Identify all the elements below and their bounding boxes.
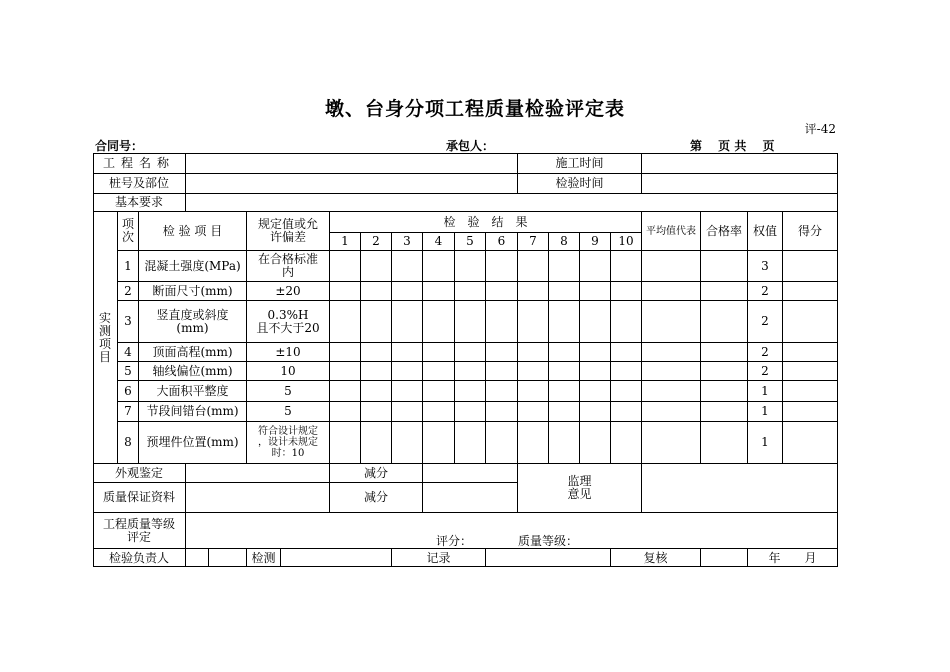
result-col-5: 5 (466, 234, 474, 248)
construction-time-field[interactable] (642, 153, 837, 173)
result-col-3: 3 (403, 234, 411, 248)
result-cell[interactable] (392, 422, 422, 462)
result-cell[interactable] (611, 251, 641, 281)
result-cell[interactable] (486, 282, 517, 300)
result-cell[interactable] (455, 362, 485, 380)
score-cell[interactable] (783, 422, 837, 462)
result-col-6: 6 (497, 234, 506, 248)
result-cell[interactable] (330, 381, 360, 401)
col-pass-rate-header: 合格率 (705, 223, 742, 238)
result-cell[interactable] (580, 381, 610, 401)
result-col-4: 4 (434, 234, 443, 248)
tester-label: 检测 (251, 550, 276, 565)
row-item: 顶面高程(mm) (152, 344, 233, 359)
result-cell[interactable] (423, 301, 454, 342)
row-weight: 2 (761, 363, 769, 378)
page-number-label: 第 页 共 页 (690, 139, 775, 153)
result-cell[interactable] (455, 381, 485, 401)
row-item: 大面积平整度 (156, 383, 229, 398)
result-cell[interactable] (611, 402, 641, 421)
row-weight: 2 (761, 283, 769, 298)
result-cell[interactable] (518, 343, 548, 361)
inspection-time-field[interactable] (642, 174, 837, 193)
result-cell[interactable] (392, 251, 422, 281)
result-cell[interactable] (361, 422, 391, 462)
pass-rate-cell[interactable] (701, 362, 747, 380)
row-item: 断面尺寸(mm) (152, 283, 233, 298)
result-cell[interactable] (361, 251, 391, 281)
result-cell[interactable] (611, 301, 641, 342)
row-spec: 符合设计规定 ，设计未规定 时：10 (258, 425, 318, 459)
average-cell[interactable] (642, 343, 700, 361)
result-cell[interactable] (330, 282, 360, 300)
result-cell[interactable] (580, 422, 610, 462)
result-cell[interactable] (580, 402, 610, 421)
average-cell[interactable] (642, 422, 700, 462)
result-cell[interactable] (330, 422, 360, 462)
row-item: 竖直度或斜度 (mm) (156, 307, 229, 335)
row-index: 2 (124, 283, 132, 298)
result-cell[interactable] (486, 362, 517, 380)
result-cell[interactable] (455, 251, 485, 281)
project-name-field[interactable] (186, 153, 517, 173)
station-label: 桩号及部位 (108, 176, 169, 190)
row-weight: 1 (761, 434, 769, 449)
result-cell[interactable] (423, 402, 454, 421)
result-cell[interactable] (486, 343, 517, 361)
result-cell[interactable] (549, 362, 579, 380)
result-cell[interactable] (611, 362, 641, 380)
col-weight-header: 权值 (752, 223, 777, 238)
quality-grade-label: 质量等级： (518, 534, 579, 548)
result-cell[interactable] (330, 362, 360, 380)
col-item-header: 检 验 项 目 (162, 223, 223, 238)
result-cell[interactable] (361, 282, 391, 300)
result-cell[interactable] (423, 251, 454, 281)
form-code: 评-42 (804, 122, 836, 136)
pass-rate-cell[interactable] (701, 381, 747, 401)
pass-rate-cell[interactable] (701, 402, 747, 421)
row-index: 6 (124, 383, 132, 398)
inspection-table (93, 153, 838, 567)
result-cell[interactable] (330, 251, 360, 281)
result-cell[interactable] (423, 381, 454, 401)
result-cell[interactable] (455, 343, 485, 361)
result-cell[interactable] (611, 282, 641, 300)
section-label: 实 测 项 目 (98, 310, 111, 364)
quality-docs-deduct-label: 减分 (363, 490, 388, 504)
result-cell[interactable] (486, 402, 517, 421)
result-cell[interactable] (549, 301, 579, 342)
average-cell[interactable] (642, 381, 700, 401)
result-col-1: 1 (341, 234, 349, 248)
average-cell[interactable] (642, 402, 700, 421)
quality-docs-deduct-field[interactable] (423, 483, 517, 512)
result-cell[interactable] (549, 251, 579, 281)
score-cell[interactable] (783, 301, 837, 342)
contractor-label: 承包人： (446, 139, 495, 153)
score-cell[interactable] (783, 381, 837, 401)
result-cell[interactable] (486, 251, 517, 281)
result-cell[interactable] (580, 251, 610, 281)
result-cell[interactable] (361, 362, 391, 380)
result-cell[interactable] (549, 343, 579, 361)
result-cell[interactable] (580, 343, 610, 361)
result-cell[interactable] (518, 251, 548, 281)
appearance-deduct-field[interactable] (423, 464, 517, 482)
result-cell[interactable] (392, 402, 422, 421)
result-cell[interactable] (423, 362, 454, 380)
result-cell[interactable] (518, 381, 548, 401)
row-index: 7 (124, 404, 132, 418)
row-index: 1 (124, 258, 132, 273)
result-cell[interactable] (423, 282, 454, 300)
appearance-label: 外观鉴定 (114, 465, 163, 480)
row-weight: 2 (761, 344, 769, 359)
result-cell[interactable] (330, 402, 360, 421)
score-cell[interactable] (783, 282, 837, 300)
project-name-label: 工程名称 (102, 155, 175, 170)
result-cell[interactable] (455, 301, 485, 342)
page-title: 墩、台身分项工程质量检验评定表 (324, 98, 625, 120)
pass-rate-cell[interactable] (701, 301, 747, 342)
result-cell[interactable] (518, 282, 548, 300)
row-item: 节段间错台(mm) (146, 404, 239, 418)
result-cell[interactable] (518, 422, 548, 462)
inspector-label: 检验负责人 (108, 550, 169, 565)
result-cell[interactable] (392, 362, 422, 380)
row-spec: 5 (284, 383, 292, 398)
contract-no-label: 合同号： (95, 139, 144, 153)
result-cell[interactable] (361, 301, 391, 342)
basic-requirements-label: 基本要求 (114, 195, 163, 209)
result-cell[interactable] (392, 343, 422, 361)
result-cell[interactable] (486, 381, 517, 401)
result-cell[interactable] (455, 402, 485, 421)
score-cell[interactable] (783, 362, 837, 380)
station-field[interactable] (186, 174, 517, 193)
row-index: 8 (124, 434, 132, 449)
result-cell[interactable] (330, 301, 360, 342)
result-cell[interactable] (518, 362, 548, 380)
construction-time-label: 施工时间 (555, 155, 604, 170)
row-spec: 0.3%H 且不大于20 (256, 307, 320, 335)
result-cell[interactable] (392, 301, 422, 342)
row-item: 混凝土强度(MPa) (144, 258, 241, 273)
result-col-10: 10 (618, 234, 634, 248)
pass-rate-cell[interactable] (701, 251, 747, 281)
result-cell[interactable] (580, 301, 610, 342)
row-weight: 1 (761, 404, 769, 418)
result-cell[interactable] (611, 343, 641, 361)
result-cell[interactable] (330, 343, 360, 361)
average-cell[interactable] (642, 251, 700, 281)
row-weight: 1 (761, 383, 769, 398)
inspection-time-label: 检验时间 (555, 176, 604, 190)
pass-rate-cell[interactable] (701, 343, 747, 361)
row-spec: ±20 (275, 283, 301, 298)
col-spec-header: 规定值或允 许偏差 (257, 217, 318, 244)
row-spec: 在合格标准 内 (257, 252, 318, 279)
col-index-header: 项 次 (121, 217, 134, 244)
result-cell[interactable] (455, 282, 485, 300)
score-label: 评分： (436, 534, 473, 548)
score-cell[interactable] (783, 402, 837, 421)
result-cell[interactable] (361, 402, 391, 421)
col-average-header: 平均值代表 (646, 225, 696, 237)
row-index: 5 (124, 363, 132, 378)
row-spec: 10 (280, 363, 296, 378)
supervisor-opinion-field[interactable] (642, 464, 837, 512)
result-cell[interactable] (455, 422, 485, 462)
average-cell[interactable] (642, 362, 700, 380)
appearance-deduct-label: 减分 (363, 465, 388, 480)
grade-eval-label: 工程质量等级 评定 (102, 516, 175, 544)
result-col-7: 7 (529, 234, 537, 248)
row-index: 4 (124, 344, 132, 359)
row-spec: 5 (284, 404, 292, 418)
average-cell[interactable] (642, 301, 700, 342)
recorder-label: 记录 (426, 550, 451, 565)
score-cell[interactable] (783, 343, 837, 361)
result-cell[interactable] (423, 343, 454, 361)
result-cell[interactable] (580, 362, 610, 380)
result-cell[interactable] (361, 343, 391, 361)
result-cell[interactable] (549, 422, 579, 462)
result-col-9: 9 (591, 234, 599, 248)
result-col-8: 8 (560, 234, 568, 248)
result-cell[interactable] (486, 422, 517, 462)
row-item: 轴线偏位(mm) (152, 363, 233, 378)
result-cell[interactable] (423, 422, 454, 462)
result-cell[interactable] (518, 301, 548, 342)
date-label: 年 月 (768, 550, 817, 565)
row-spec: ±10 (275, 344, 301, 359)
result-cell[interactable] (392, 282, 422, 300)
result-cell[interactable] (611, 381, 641, 401)
result-cell[interactable] (549, 381, 579, 401)
score-cell[interactable] (783, 251, 837, 281)
pass-rate-cell[interactable] (701, 422, 747, 462)
result-cell[interactable] (549, 282, 579, 300)
result-cell[interactable] (549, 402, 579, 421)
result-cell[interactable] (518, 402, 548, 421)
result-col-2: 2 (372, 234, 380, 248)
result-cell[interactable] (580, 282, 610, 300)
reviewer-label: 复核 (643, 550, 668, 565)
result-cell[interactable] (486, 301, 517, 342)
row-index: 3 (124, 314, 132, 328)
row-weight: 3 (761, 258, 769, 273)
result-cell[interactable] (392, 381, 422, 401)
row-weight: 2 (761, 314, 769, 328)
quality-docs-label: 质量保证资料 (102, 490, 175, 504)
result-cell[interactable] (361, 381, 391, 401)
supervisor-opinion-label: 监理 意见 (567, 474, 592, 501)
average-cell[interactable] (642, 282, 700, 300)
pass-rate-cell[interactable] (701, 282, 747, 300)
result-cell[interactable] (611, 422, 641, 462)
col-score-header: 得分 (797, 223, 822, 238)
col-results-header: 检 验 结 果 (443, 214, 528, 229)
row-item: 预埋件位置(mm) (146, 434, 239, 449)
basic-requirements-field[interactable] (186, 194, 837, 211)
